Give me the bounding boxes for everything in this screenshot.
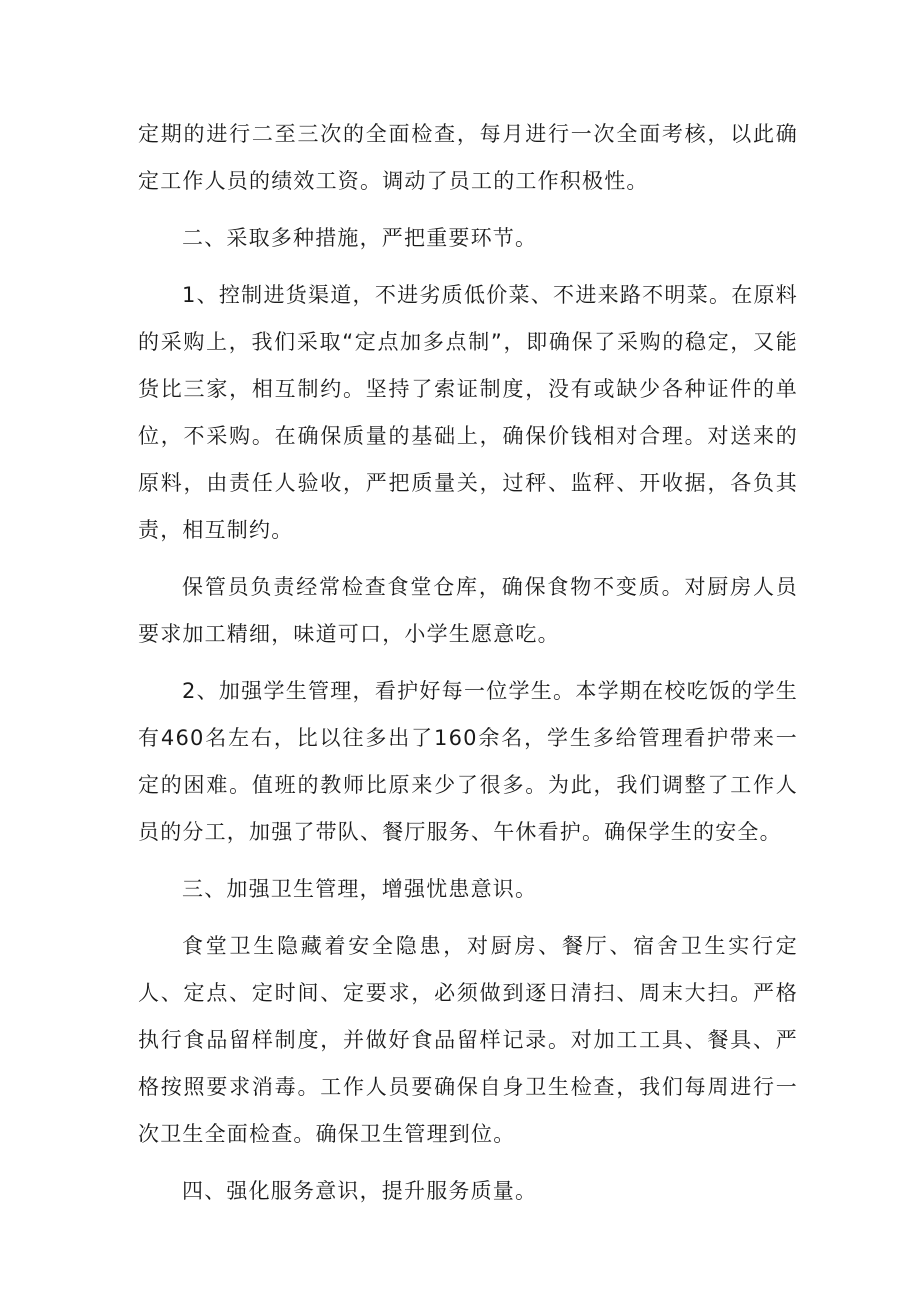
paragraph-purchasing: 1、控制进货渠道，不进劣质低价菜、不进来路不明菜。在原料的采购上，我们采取“定点加多点制”，即确保了采购的稳定，又能货比三家，相互制约。坚持了索证制度，没有或缺少各种证件的单位，不采购。在确保质量的基础上，确保价钱相对合理。对送来的原料，由责任人验收，严把质量关，过秤、监秤、开收据，各负其责，相互制约。 — [138, 283, 798, 542]
paragraph-continuation: 定期的进行二至三次的全面检查，每月进行一次全面考核，以此确定工作人员的绩效工资。调动了员工的工作积极性。 — [138, 122, 798, 193]
section-heading-3: 三、加强卫生管理，增强忧患意识。 — [182, 877, 538, 901]
paragraph-storage: 保管员负责经常检查食堂仓库，确保食物不变质。对厨房人员要求加工精细，味道可口，小学生愿意吃。 — [138, 575, 798, 646]
section-heading-4: 四、强化服务意识，提升服务质量。 — [182, 1179, 538, 1203]
document-body — [138, 111, 798, 1215]
section-heading-2: 二、采取多种措施，严把重要环节。 — [182, 226, 538, 250]
paragraph-hygiene: 食堂卫生隐藏着安全隐患，对厨房、餐厅、宿舍卫生实行定人、定点、定时间、定要求，必须做到逐日清扫、周末大扫。严格执行食品留样制度，并做好食品留样记录。对加工工具、餐具、严格按照要求消毒。工作人员要确保自身卫生检查，我们每周进行一次卫生全面检查。确保卫生管理到位。 — [138, 934, 798, 1146]
paragraph-student-management: 2、加强学生管理，看护好每一位学生。本学期在校吃饭的学生有460名左右，比以往多出了160余名，学生多给管理看护带来一定的困难。值班的教师比原来少了很多。为此，我们调整了工作人员的分工，加强了带队、餐厅服务、午休看护。确保学生的安全。 — [138, 679, 798, 844]
